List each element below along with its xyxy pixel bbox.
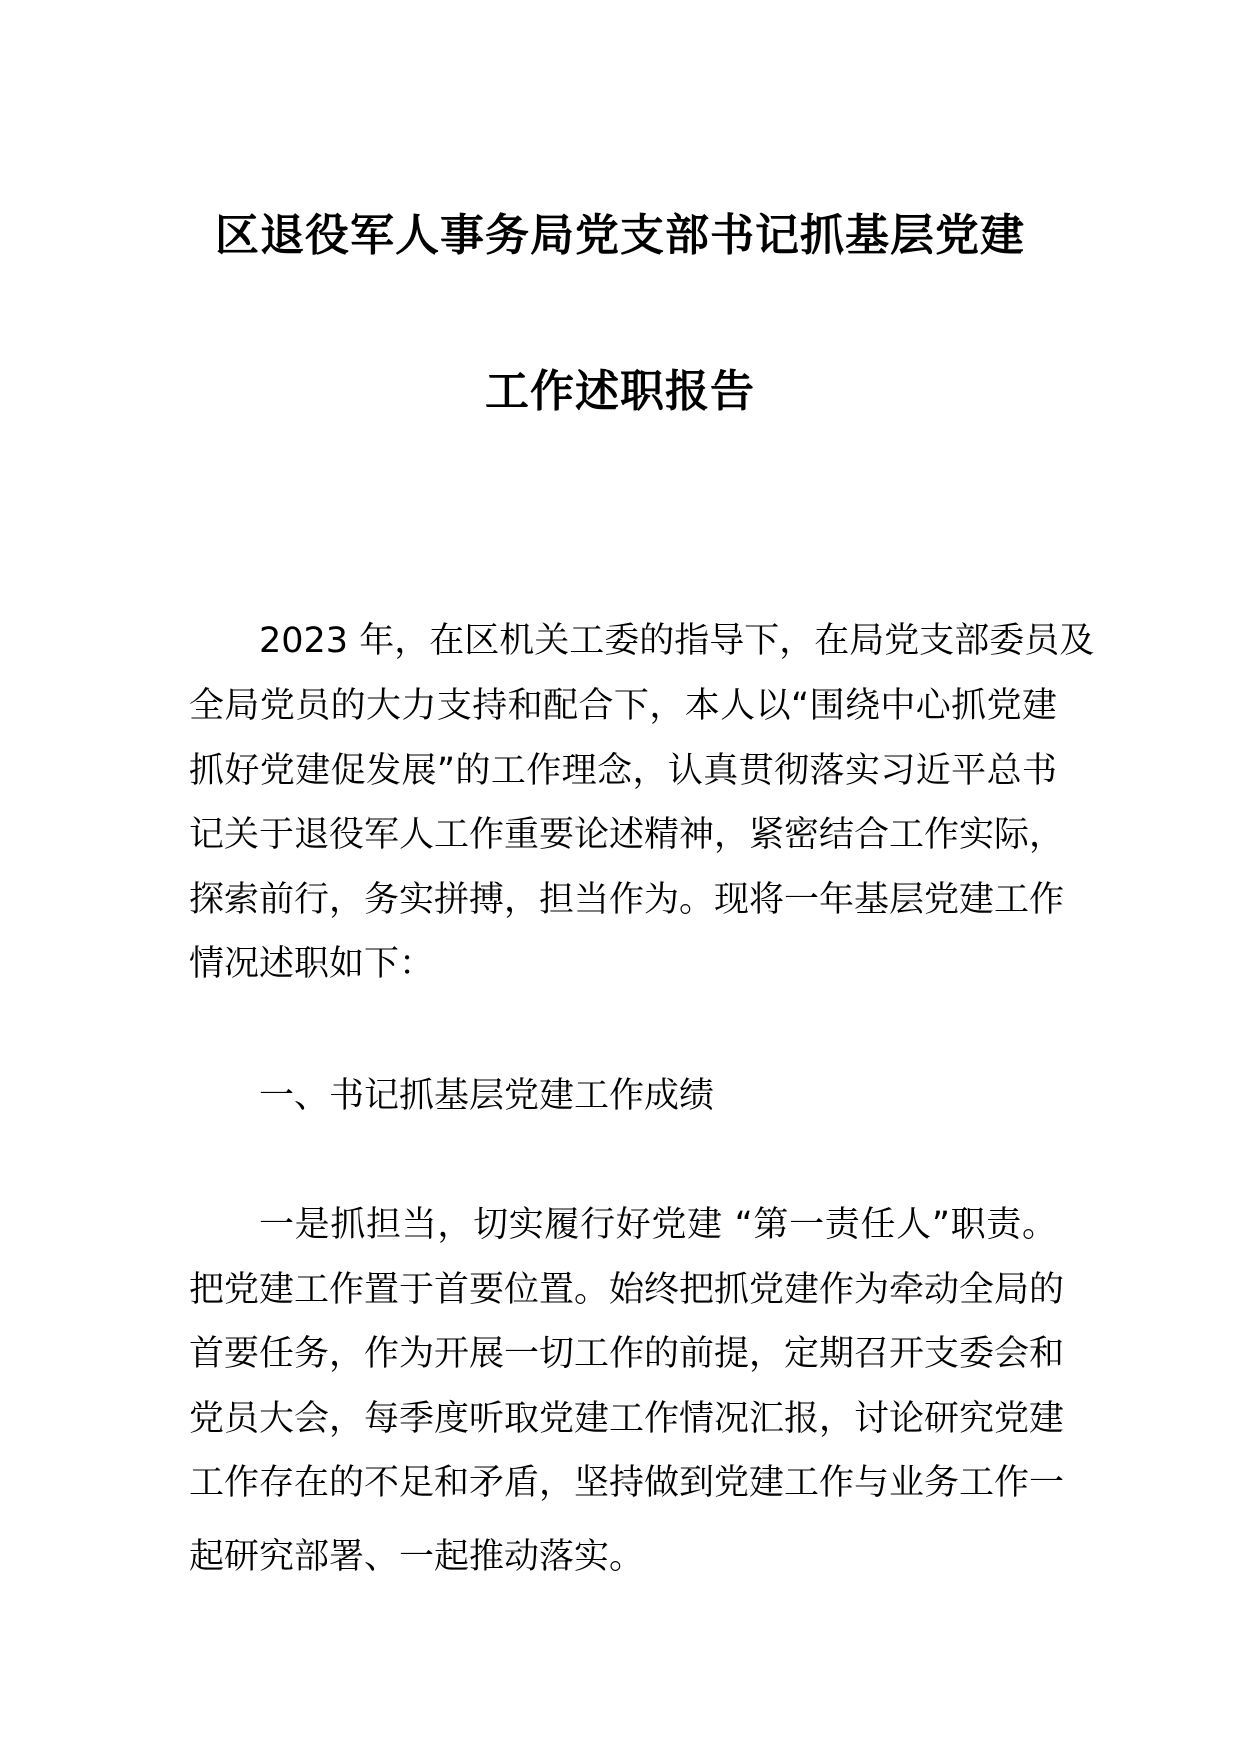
paragraph-line: 记关于退役军人工作重要论述精神，紧密结合工作实际，: [189, 815, 1065, 855]
paragraph-line: 起研究部署、一起推动落实。: [189, 1537, 645, 1577]
paragraph-line: 探索前行，务实拼搏，担当作为。现将一年基层党建工作: [189, 880, 1065, 920]
paragraph-line: 2023 年，在区机关工委的指导下，在局党支部委员及: [259, 621, 1095, 661]
paragraph-line: 一是抓担当，切实履行好党建 “第一责任人”职责。: [259, 1205, 1057, 1245]
paragraph-line: 全局党员的大力支持和配合下，本人以“围绕中心抓党建: [189, 686, 1057, 726]
section-heading: 一、书记抓基层党建工作成绩: [259, 1076, 715, 1116]
paragraph-line: 党员大会，每季度听取党建工作情况汇报，讨论研究党建: [189, 1399, 1065, 1439]
paragraph-line: 工作存在的不足和矛盾，坚持做到党建工作与业务工作一: [189, 1463, 1065, 1503]
paragraph-line: 抓好党建促发展”的工作理念，认真贯彻落实习近平总书: [189, 751, 1057, 791]
document-title-line-2: 工作述职报告: [485, 366, 755, 417]
paragraph-line: 首要任务，作为开展一切工作的前提，定期召开支委会和: [189, 1334, 1065, 1374]
paragraph-line: 情况述职如下：: [189, 944, 435, 984]
document-title-line-1: 区退役军人事务局党支部书记抓基层党建: [215, 210, 1025, 261]
paragraph-line: 把党建工作置于首要位置。始终把抓党建作为牵动全局的: [189, 1270, 1065, 1310]
